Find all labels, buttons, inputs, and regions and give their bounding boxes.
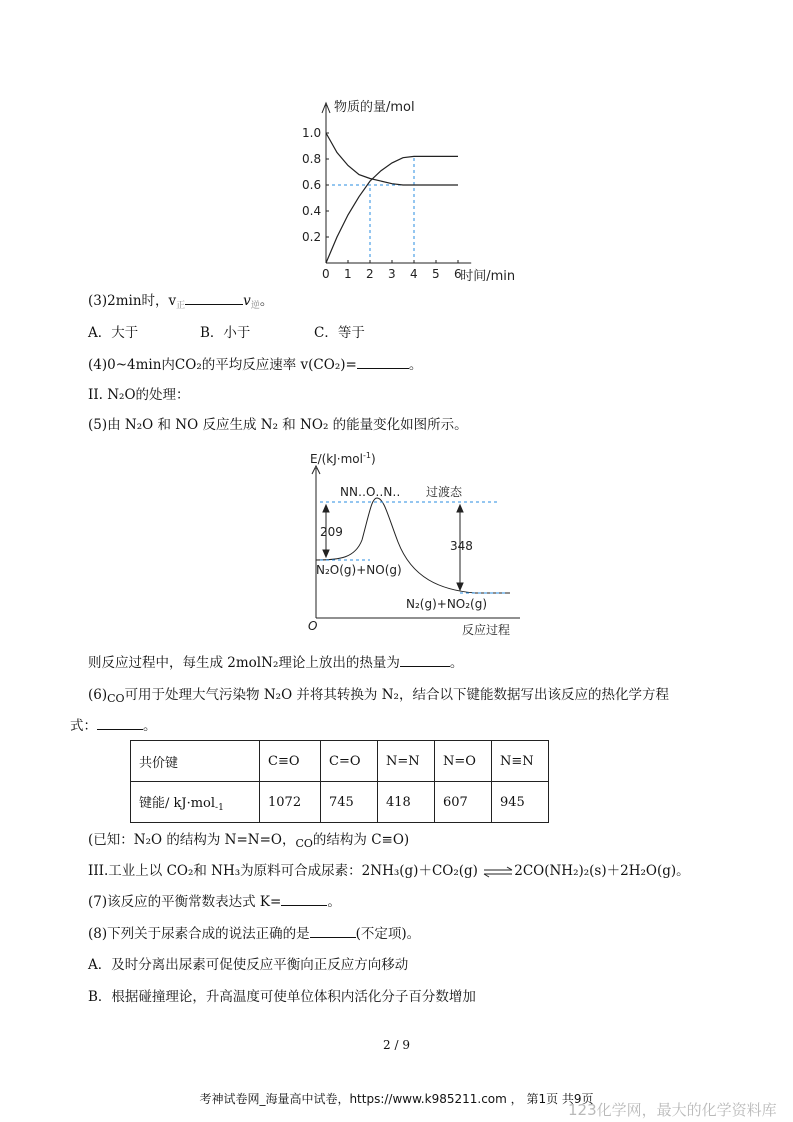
q3-blank[interactable]	[185, 292, 243, 305]
equilibrium-arrow-icon	[482, 866, 514, 878]
y-tick-label: 0.6	[302, 178, 322, 192]
q5-ask-line: 则反应过程中，每生成 2molN₂理论上放出的热量为 。	[88, 655, 464, 671]
energy-diagram	[300, 450, 530, 640]
table-cell: 607	[435, 782, 492, 823]
table-cell: N=N	[378, 741, 435, 782]
page-footer: 考神试卷网_海量高中试卷，https://www.k985211.com ， 第1页 共9页	[199, 1092, 594, 1106]
q8-blank[interactable]	[310, 925, 356, 938]
ts-label: 过渡态	[426, 485, 463, 499]
x-tick-label: 2	[366, 267, 374, 281]
origin-label: O	[308, 619, 318, 633]
q6-blank[interactable]	[97, 717, 143, 730]
chart-ylabel: 物质的量/mol	[334, 100, 415, 115]
y-tick-label: 0.4	[302, 204, 322, 218]
choice-a[interactable]: A．大于	[88, 325, 139, 341]
choice-c[interactable]: C．等于	[314, 325, 365, 341]
energy-xlabel: 反应过程	[462, 623, 511, 637]
table-row	[131, 782, 549, 823]
table-row-label: 键能/ kJ·mol$_{-1}$	[131, 782, 260, 823]
q8-option-a[interactable]: A．及时分离出尿素可促使反应平衡向正反应方向移动	[88, 957, 409, 973]
amount-time-chart	[290, 95, 540, 285]
series-line-2	[326, 156, 458, 263]
watermark: 123化学网，最大的化学资料库	[568, 1101, 777, 1119]
x-tick-label: 3	[388, 267, 396, 281]
table-cell: N=O	[435, 741, 492, 782]
q4-blank[interactable]	[357, 356, 409, 369]
x-tick-label: 5	[432, 267, 440, 281]
table-cell: 745	[321, 782, 378, 823]
table-cell: 1072	[260, 782, 321, 823]
ea-value: 209	[320, 525, 343, 539]
x-tick-label: 4	[410, 267, 418, 281]
section-2-heading: II. N₂O的处理：	[88, 387, 190, 403]
table-cell: N≡N	[492, 741, 549, 782]
q3-line: (3)2min时，$v_正$ $v_逆$。	[88, 293, 274, 311]
table-cell: C=O	[321, 741, 378, 782]
y-tick-label: 0.8	[302, 152, 322, 166]
note-line: (已知：N₂O 的结构为 N=N=O，$_{CO}$的结构为 C≡O)	[88, 832, 410, 850]
q8-line: (8)下列关于尿素合成的说法正确的是 (不定项)。	[88, 926, 421, 942]
choice-b[interactable]: B．小于	[200, 325, 251, 341]
table-header-row	[131, 741, 549, 782]
page-number: 2 / 9	[383, 1038, 410, 1052]
y-tick-label: 1.0	[302, 126, 322, 140]
q8-option-b[interactable]: B．根据碰撞理论，升高温度可使单位体积内活化分子百分数增加	[88, 989, 476, 1005]
table-cell: 418	[378, 782, 435, 823]
q6-line: $(6)_{CO}$可用于处理大气污染物 N₂O 并将其转换为 N₂，结合以下键能数据写出该反应的热化学方程	[88, 687, 669, 705]
q5-blank[interactable]	[400, 654, 450, 667]
q7-line: (7)该反应的平衡常数表达式 K= 。	[88, 894, 341, 910]
q7-blank[interactable]	[281, 893, 327, 906]
q3-choices	[88, 324, 365, 342]
q6-line-2: 式： 。	[70, 718, 157, 734]
x-tick-label: 1	[344, 267, 352, 281]
q5-line: (5)由 N₂O 和 NO 反应生成 N₂ 和 NO₂ 的能量变化如图所示。	[88, 417, 468, 433]
x-tick-label: 6	[454, 267, 462, 281]
q4-line: (4)0~4min内CO₂的平均反应速率 v(CO₂)= 。	[88, 357, 423, 373]
dh-value: 348	[450, 539, 473, 553]
table-cell: 945	[492, 782, 549, 823]
x-tick-label: 0	[322, 267, 330, 281]
table-cell: C≡O	[260, 741, 321, 782]
y-tick-label: 0.2	[302, 230, 322, 244]
energy-ylabel: E/(kJ·mol$^{-1}$)	[310, 451, 376, 466]
series-line-1	[326, 133, 458, 185]
table-cell: 共价键	[131, 741, 260, 782]
products-label: N₂(g)+NO₂(g)	[406, 597, 488, 611]
reactants-label: N₂O(g)+NO(g)	[316, 563, 402, 577]
section-3-line: III.工业上以 CO₂和 NH₃为原料可合成尿素：2NH₃(g)＋CO₂(g) 2CO(NH₂)₂(s)＋2H₂O(g)。	[88, 863, 690, 879]
ts-molecule: NN‥O‥N‥	[340, 485, 401, 499]
chart-xlabel: 时间/min	[460, 269, 516, 284]
bond-energy-table	[130, 740, 549, 823]
